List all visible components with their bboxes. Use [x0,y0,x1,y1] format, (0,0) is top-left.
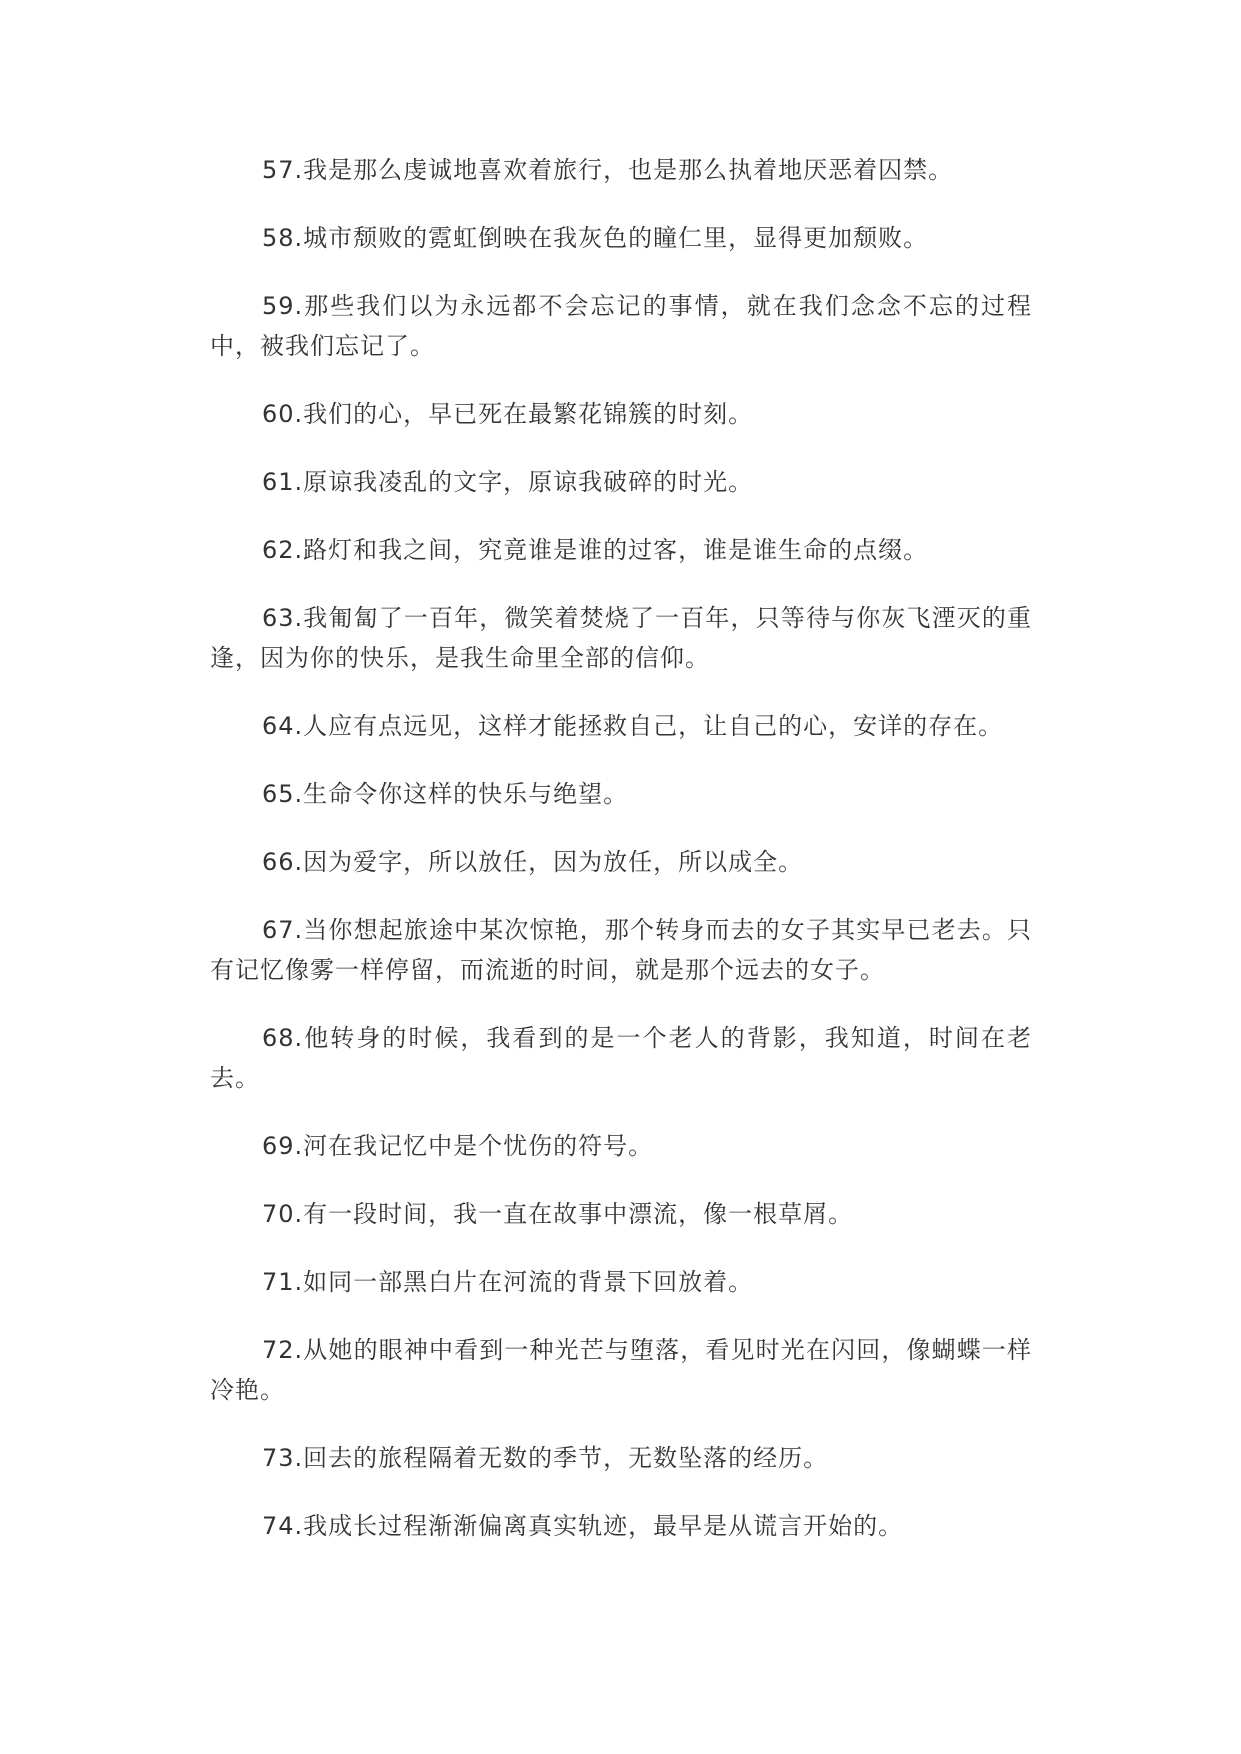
paragraph-71: 71.如同一部黑白片在河流的背景下回放着。 [262,1268,754,1296]
paragraph-70: 70.有一段时间，我一直在故事中漂流，像一根草屑。 [262,1200,854,1228]
document-body [210,150,1032,1574]
paragraph-67: 67.当你想起旅途中某次惊艳，那个转身而去的女子其实早已老去。只有记忆像雾一样停留，而流逝的时间，就是那个远去的女子。 [210,916,1032,984]
paragraph-62: 62.路灯和我之间，究竟谁是谁的过客，谁是谁生命的点缀。 [262,536,929,564]
paragraph-59: 59.那些我们以为永远都不会忘记的事情，就在我们念念不忘的过程中，被我们忘记了。 [210,292,1032,360]
paragraph-74: 74.我成长过程渐渐偏离真实轨迹，最早是从谎言开始的。 [262,1512,904,1540]
paragraph-65: 65.生命令你这样的快乐与绝望。 [262,780,629,808]
paragraph-69: 69.河在我记忆中是个忧伤的符号。 [262,1132,654,1160]
paragraph-73: 73.回去的旅程隔着无数的季节，无数坠落的经历。 [262,1444,829,1472]
paragraph-63: 63.我匍匐了一百年，微笑着焚烧了一百年，只等待与你灰飞湮灭的重逢，因为你的快乐，是我生命里全部的信仰。 [210,604,1032,672]
paragraph-61: 61.原谅我凌乱的文字，原谅我破碎的时光。 [262,468,754,496]
paragraph-72: 72.从她的眼神中看到一种光芒与堕落，看见时光在闪回，像蝴蝶一样冷艳。 [210,1336,1032,1404]
paragraph-64: 64.人应有点远见，这样才能拯救自己，让自己的心，安详的存在。 [262,712,1004,740]
paragraph-68: 68.他转身的时候，我看到的是一个老人的背影，我知道，时间在老去。 [210,1024,1032,1092]
paragraph-66: 66.因为爱字，所以放任，因为放任，所以成全。 [262,848,804,876]
paragraph-57: 57.我是那么虔诚地喜欢着旅行，也是那么执着地厌恶着囚禁。 [262,156,954,184]
paragraph-58: 58.城市颓败的霓虹倒映在我灰色的瞳仁里，显得更加颓败。 [262,224,929,252]
paragraph-60: 60.我们的心，早已死在最繁花锦簇的时刻。 [262,400,754,428]
